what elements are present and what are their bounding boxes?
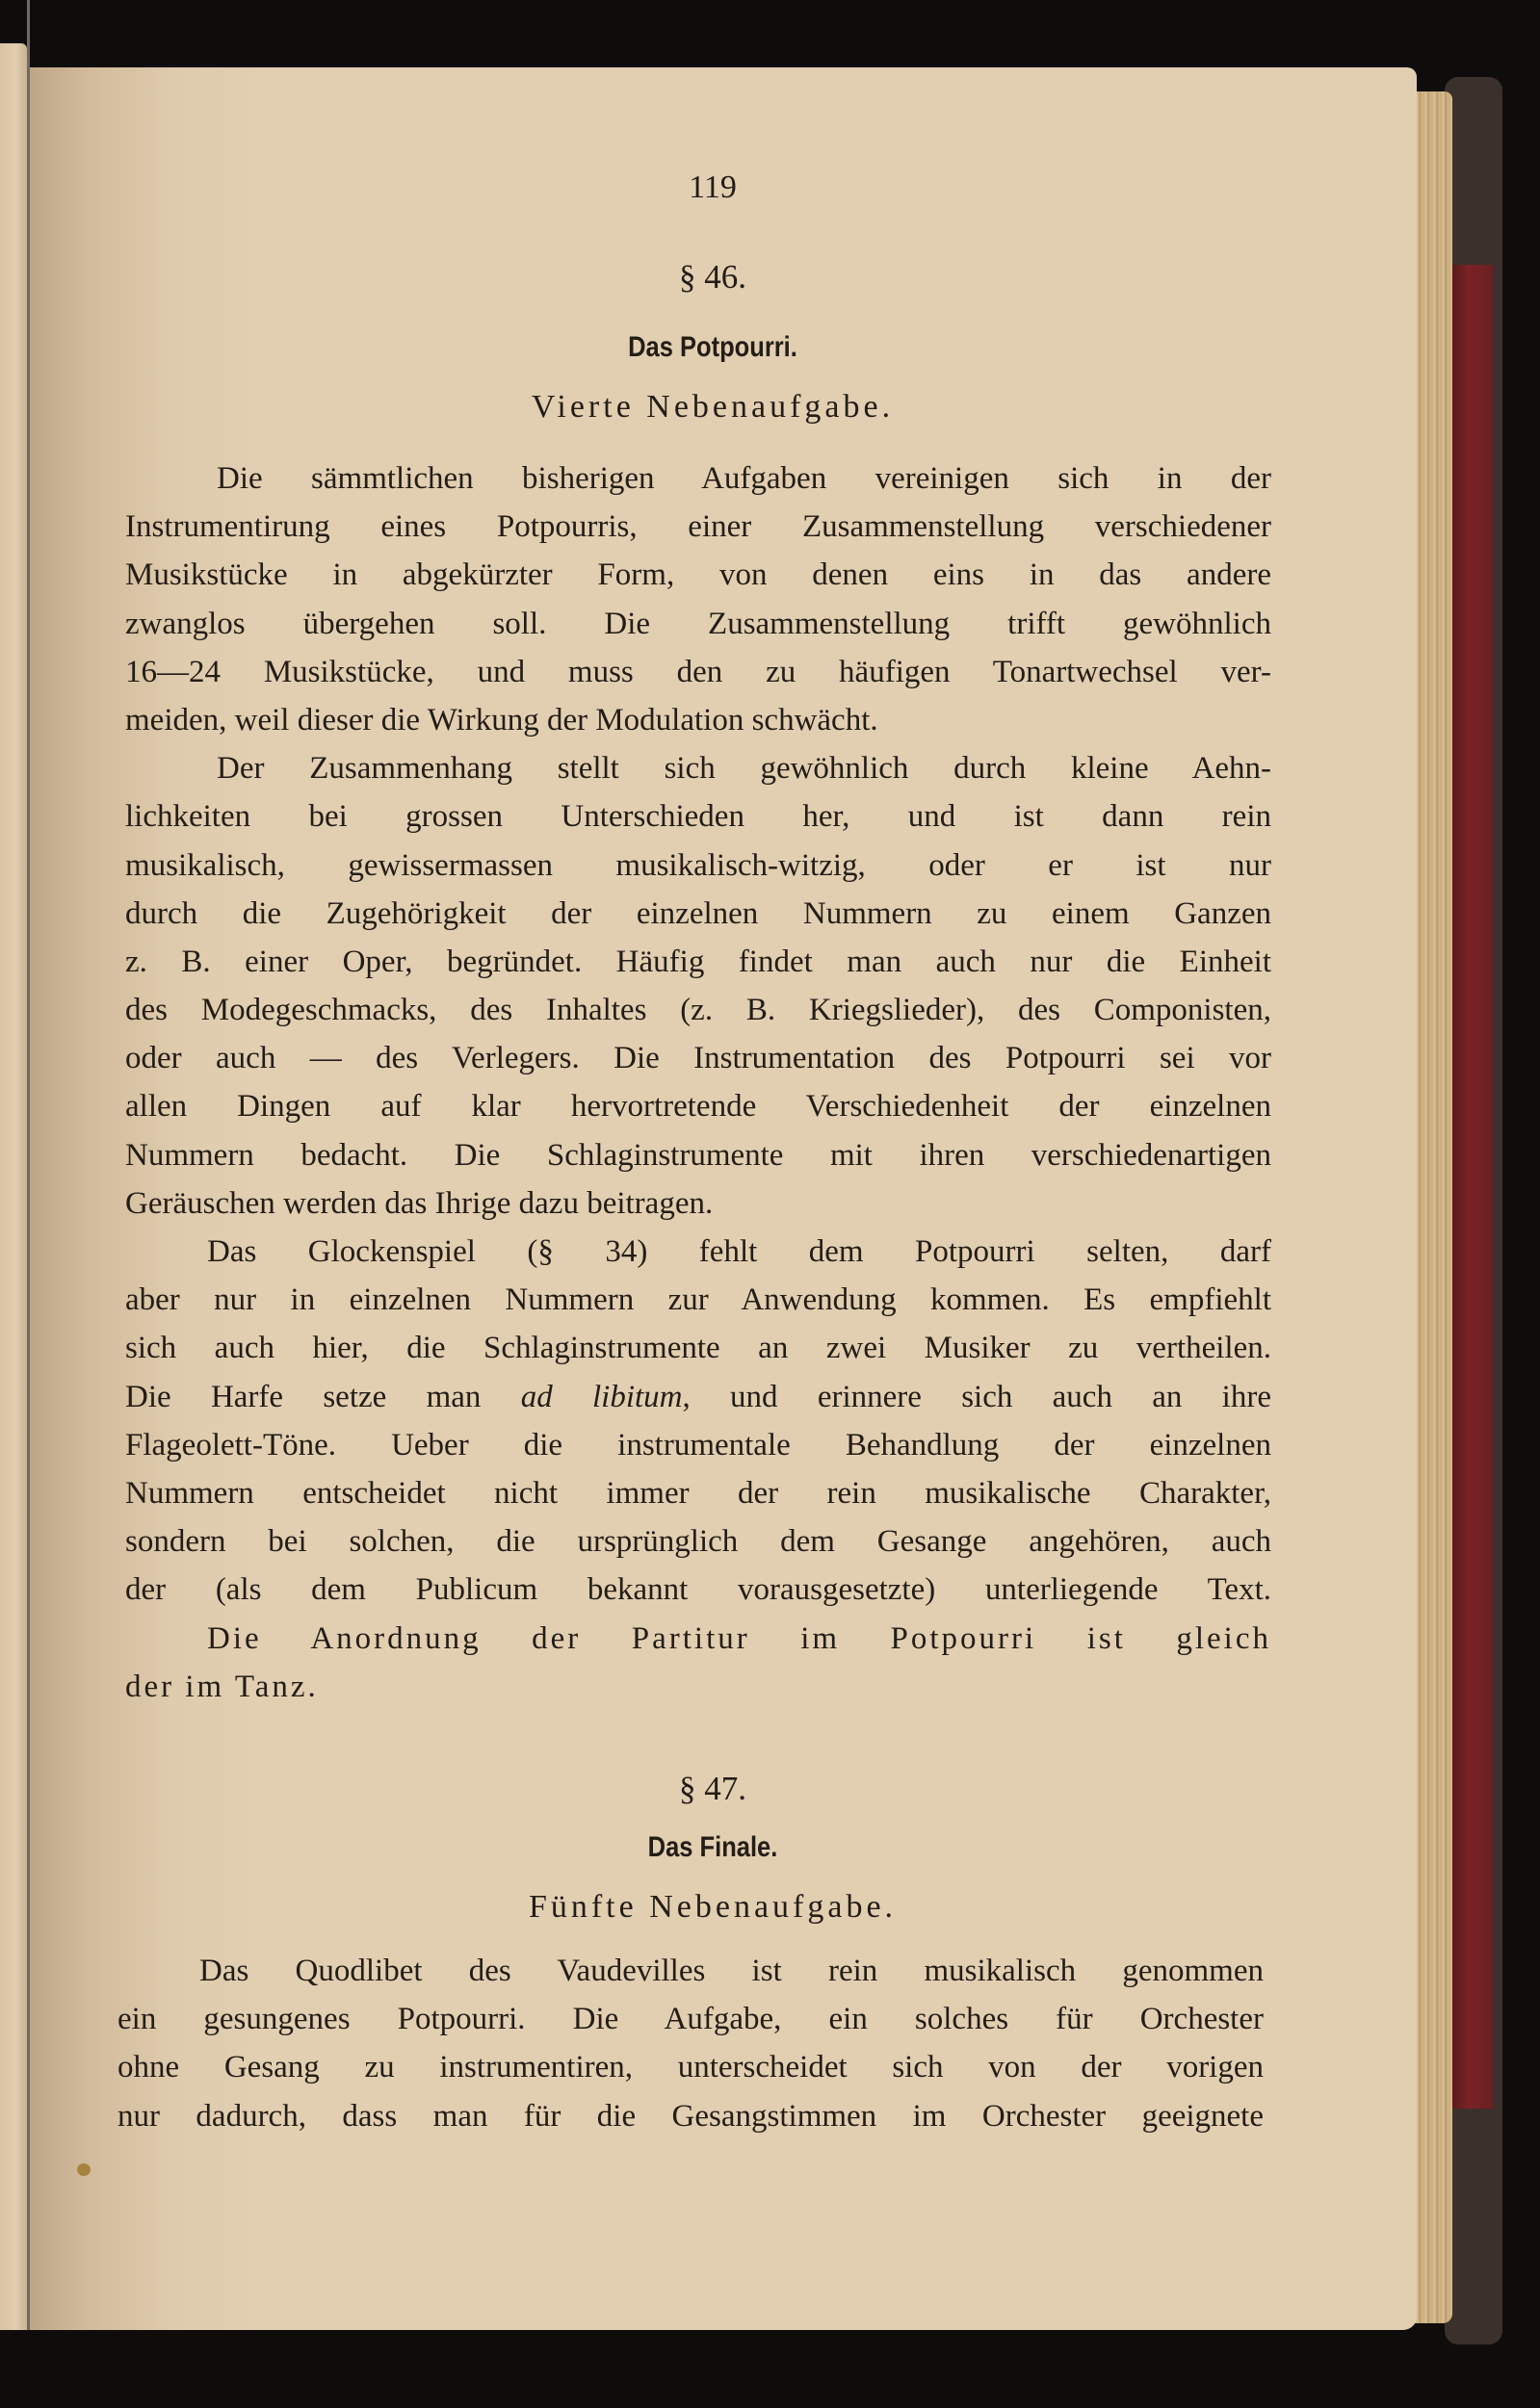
text-line [125,1373,1271,1421]
section-title: Das Finale. [647,1831,778,1863]
text-line: Nummern bedacht. Die Schlaginstrumente mit ihren verschiedenartigen [125,1137,1271,1173]
text-line: Flageolett-Töne. Ueber die instrumentale Behandlung der einzelnen [125,1427,1271,1463]
text-line: meiden, weil dieser die Wirkung der Modulation schwächt. [125,702,878,738]
text-line: Der Zusammenhang stellt sich gewöhnlich durch kleine Aehn- [217,751,1271,787]
text-line: aber nur in einzelnen Nummern zur Anwendung kommen. Es empfiehlt [125,1282,1271,1318]
text-line: oder auch — des Verlegers. Die Instrumentation des Potpourri sei vor [125,1041,1271,1076]
text-line: des Modegeschmacks, des Inhaltes (z. B. Kriegslieder), des Componisten, [125,993,1271,1028]
section-title: Das Potpourri. [628,331,797,363]
text-line: der (als dem Publicum bekannt vorausgesetzte) unterliegende Text. [125,1572,1271,1608]
previous-page-edge [0,43,27,2330]
paper-stain [77,2163,91,2176]
text-line: Die sämmtlichen bisherigen Aufgaben vereinigen sich in der [217,461,1271,496]
text-line: lichkeiten bei grossen Unterschieden her, und ist dann rein [125,799,1271,835]
text-line: sich auch hier, die Schlaginstrumente an zwei Musiker zu vertheilen. [125,1331,1271,1366]
text-fragment: Die Harfe setze man [125,1379,482,1414]
text-line: musikalisch, gewissermassen musikalisch-witzig, oder er ist nur [125,847,1271,883]
page-number: 119 [689,169,737,205]
text-line: z. B. einer Oper, begründet. Häufig findet man auch nur die Einheit [125,944,1271,979]
section-body [125,454,1271,1711]
italic-term: ad libitum [520,1379,683,1414]
text-line: Die Anordnung der Partitur im Potpourri ist gleich [207,1620,1271,1656]
text-line: Das Glockenspiel (§ 34) fehlt dem Potpourri selten, darf [207,1234,1271,1269]
section-body [117,1947,1264,2140]
text-fragment: , und erinnere sich auch an ihre [682,1379,1271,1414]
text-line: Das Quodlibet des Vaudevilles ist rein musikalisch genommen [199,1954,1264,1988]
text-line: Nummern entscheidet nicht immer der rein musikalische Charakter, [125,1475,1271,1511]
section-number: § 47. [679,1770,746,1807]
text-line: Musikstücke in abgekürzter Form, von denen eins in das andere [125,557,1271,593]
binding-red-cloth [1452,265,1493,2109]
section-subtitle: Fünfte Nebenaufgabe. [528,1889,898,1925]
section-number: § 46. [679,258,746,296]
text-line: ein gesungenes Potpourri. Die Aufgabe, ein solches für Orchester [117,2002,1264,2037]
text-line: der im Tanz. [125,1669,319,1704]
text-line: ohne Gesang zu instrumentiren, unterscheidet sich von der vorigen [117,2050,1264,2085]
text-line: nur dadurch, dass man für die Gesangstimmen im Orchester geeignete [117,2098,1264,2134]
text-line: durch die Zugehörigkeit der einzelnen Nummern zu einem Ganzen [125,895,1271,931]
text-line: zwanglos übergehen soll. Die Zusammenstellung trifft gewöhnlich [125,606,1271,641]
text-line: allen Dingen auf klar hervortretende Verschiedenheit der einzelnen [125,1089,1271,1125]
section-subtitle: Vierte Nebenaufgabe. [531,389,895,425]
text-line: 16—24 Musikstücke, und muss den zu häufigen Tonartwechsel ver- [125,654,1271,689]
text-line: Geräuschen werden das Ihrige dazu beitragen. [125,1185,714,1221]
text-line: Instrumentirung eines Potpourris, einer Zusammenstellung verschiedener [125,509,1271,545]
page-edges [1414,91,1452,2323]
text-line: sondern bei solchen, die ursprünglich dem Gesange angehören, auch [125,1524,1271,1560]
